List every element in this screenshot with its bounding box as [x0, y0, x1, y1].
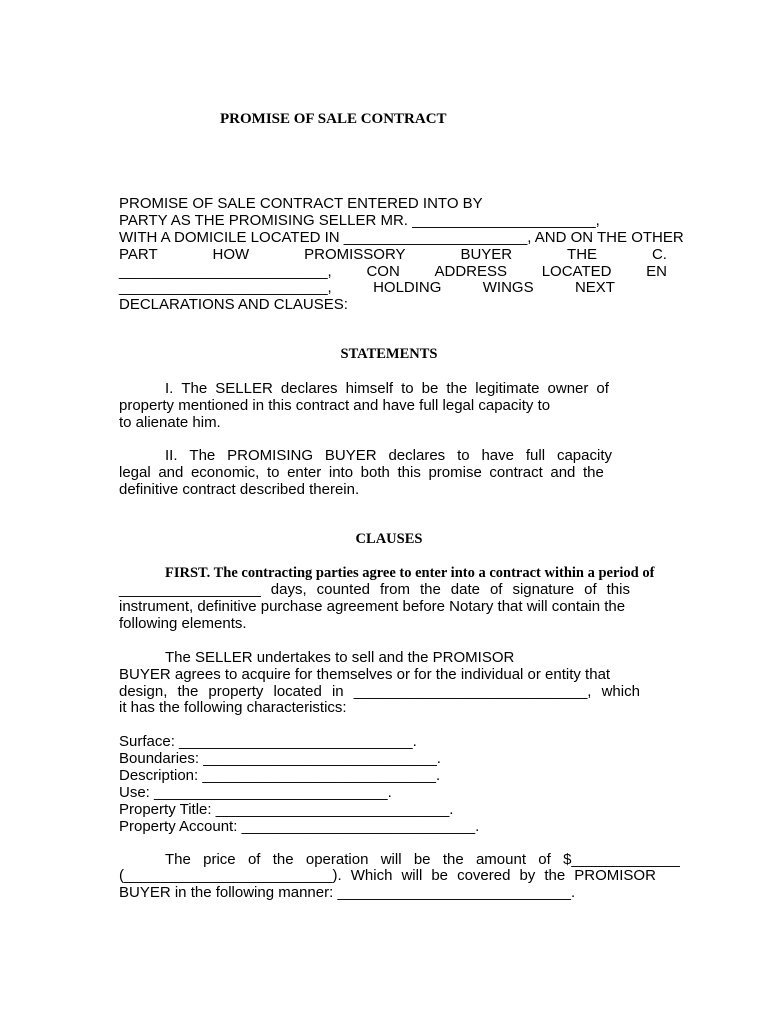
word: operation — [305, 851, 369, 868]
intro-line-1: PROMISE OF SALE CONTRACT ENTERED INTO BY — [119, 195, 483, 212]
clauses-heading: CLAUSES — [355, 531, 423, 547]
word: days, — [270, 581, 307, 598]
word: _________________ — [119, 581, 261, 598]
word: have — [481, 447, 514, 464]
statement-2-line-3: definitive contract described therein. — [119, 481, 360, 498]
word: be — [421, 380, 439, 397]
seller-para-line-1: The SELLER undertakes to sell and the PROMISOR — [165, 649, 515, 666]
word: of — [596, 380, 609, 397]
first-clause-line-2 — [119, 581, 630, 598]
first-clause-line-4: following elements. — [119, 615, 247, 632]
price-para-line-2 — [119, 867, 656, 884]
word: be — [413, 851, 431, 868]
price-para-line-3: BUYER in the following manner: ____________________________. — [119, 884, 576, 901]
property-account-field: Property Account: ____________________________. — [119, 818, 480, 835]
word: declares — [280, 380, 338, 397]
word: of — [538, 851, 551, 868]
word: II. — [165, 447, 178, 464]
seller-para-line-2: BUYER agrees to acquire for themselves or for the individual or entity that — [119, 666, 611, 683]
word: C. — [651, 246, 667, 263]
word: declares — [388, 447, 446, 464]
word: will — [401, 867, 423, 884]
word: date — [450, 581, 480, 598]
word: PROMISSORY — [304, 246, 406, 263]
word: the — [442, 851, 464, 868]
word: which — [601, 683, 640, 700]
word: CON — [366, 263, 400, 280]
word: the — [177, 683, 199, 700]
word: Which — [350, 867, 393, 884]
word: WINGS — [482, 279, 534, 296]
word: price — [203, 851, 236, 868]
word: signature — [512, 581, 575, 598]
word: economic, — [190, 464, 260, 481]
statement-1-line-3: to alienate him. — [119, 414, 221, 431]
word: of — [584, 581, 597, 598]
statements-heading: STATEMENTS — [340, 346, 438, 362]
word: of — [247, 851, 261, 868]
word: and — [550, 464, 576, 481]
word: be — [431, 867, 449, 884]
word: BUYER — [460, 246, 513, 263]
word: EN — [646, 263, 667, 280]
intro-line-6 — [119, 279, 615, 296]
word: LOCATED — [541, 263, 612, 280]
word: himself — [345, 380, 394, 397]
word: full — [525, 447, 546, 464]
word: this — [397, 464, 421, 481]
word: legal — [119, 464, 151, 481]
word: HOLDING — [373, 279, 442, 296]
seller-para-line-3 — [119, 683, 640, 700]
word: counted — [316, 581, 371, 598]
word: legitimate — [475, 380, 540, 397]
word: The — [189, 447, 216, 464]
word: _________________________, — [119, 263, 332, 280]
word: (_________________________). — [119, 867, 342, 884]
word: this — [606, 581, 630, 598]
price-para-line-1 — [165, 851, 680, 868]
word: HOW — [212, 246, 250, 263]
word: BUYER — [324, 447, 377, 464]
word: and — [158, 464, 184, 481]
word: owner — [547, 380, 589, 397]
intro-line-7: DECLARATIONS AND CLAUSES: — [119, 296, 348, 313]
word: enter — [287, 464, 322, 481]
word: to — [401, 380, 414, 397]
statement-1-line-2: property mentioned in this contract and have full legal capacity to — [119, 397, 551, 414]
word: the — [583, 464, 604, 481]
word: PROMISING — [227, 447, 313, 464]
word: design, — [119, 683, 168, 700]
word: NEXT — [574, 279, 615, 296]
word: _________________________, — [119, 279, 332, 296]
word: The — [165, 851, 191, 868]
statement-2-line-1 — [165, 447, 612, 464]
word: ADDRESS — [434, 263, 508, 280]
word: the — [272, 851, 294, 868]
intro-line-4 — [119, 246, 667, 263]
word: PART — [119, 246, 158, 263]
description-field: Description: ____________________________. — [119, 767, 441, 784]
word: SELLER — [215, 380, 273, 397]
word: promise — [428, 464, 482, 481]
word: the — [544, 867, 566, 884]
word: PROMISOR — [574, 867, 656, 884]
property-title-field: Property Title: ____________________________. — [119, 801, 454, 818]
word: property — [208, 683, 264, 700]
word: of — [489, 581, 503, 598]
word: located — [273, 683, 322, 700]
word: to — [457, 447, 470, 464]
word: ____________________________, — [353, 683, 592, 700]
intro-line-5 — [119, 263, 667, 280]
statement-2-line-2 — [119, 464, 604, 481]
word: the — [419, 581, 441, 598]
boundaries-field: Boundaries: ____________________________. — [119, 750, 441, 767]
first-clause-line-1: FIRST. The contracting parties agree to enter into a contract within a period of — [165, 565, 655, 581]
word: into — [328, 464, 354, 481]
intro-line-3: WITH A DOMICILE LOCATED IN ______________________, AND ON THE OTHER — [119, 229, 684, 246]
word: $_____________ — [563, 851, 680, 868]
word: The — [181, 380, 208, 397]
word: I. — [165, 380, 174, 397]
use-field: Use: ____________________________. — [119, 784, 392, 801]
word: the — [446, 380, 468, 397]
intro-line-2: PARTY AS THE PROMISING SELLER MR. ______________________, — [119, 212, 600, 229]
surface-field: Surface: ____________________________. — [119, 733, 417, 750]
document-title: PROMISE OF SALE CONTRACT — [220, 111, 447, 127]
word: in — [331, 683, 344, 700]
word: from — [379, 581, 410, 598]
word: amount — [475, 851, 526, 868]
word: THE — [567, 246, 598, 263]
word: will — [380, 851, 402, 868]
word: contract — [489, 464, 543, 481]
word: both — [360, 464, 390, 481]
seller-para-line-4: it has the following characteristics: — [119, 699, 347, 716]
word: to — [266, 464, 280, 481]
word: capacity — [556, 447, 612, 464]
first-clause-line-3: instrument, definitive purchase agreement before Notary that will contain the — [119, 598, 626, 615]
statement-1-line-1 — [165, 380, 609, 397]
word: covered — [457, 867, 511, 884]
word: by — [519, 867, 536, 884]
